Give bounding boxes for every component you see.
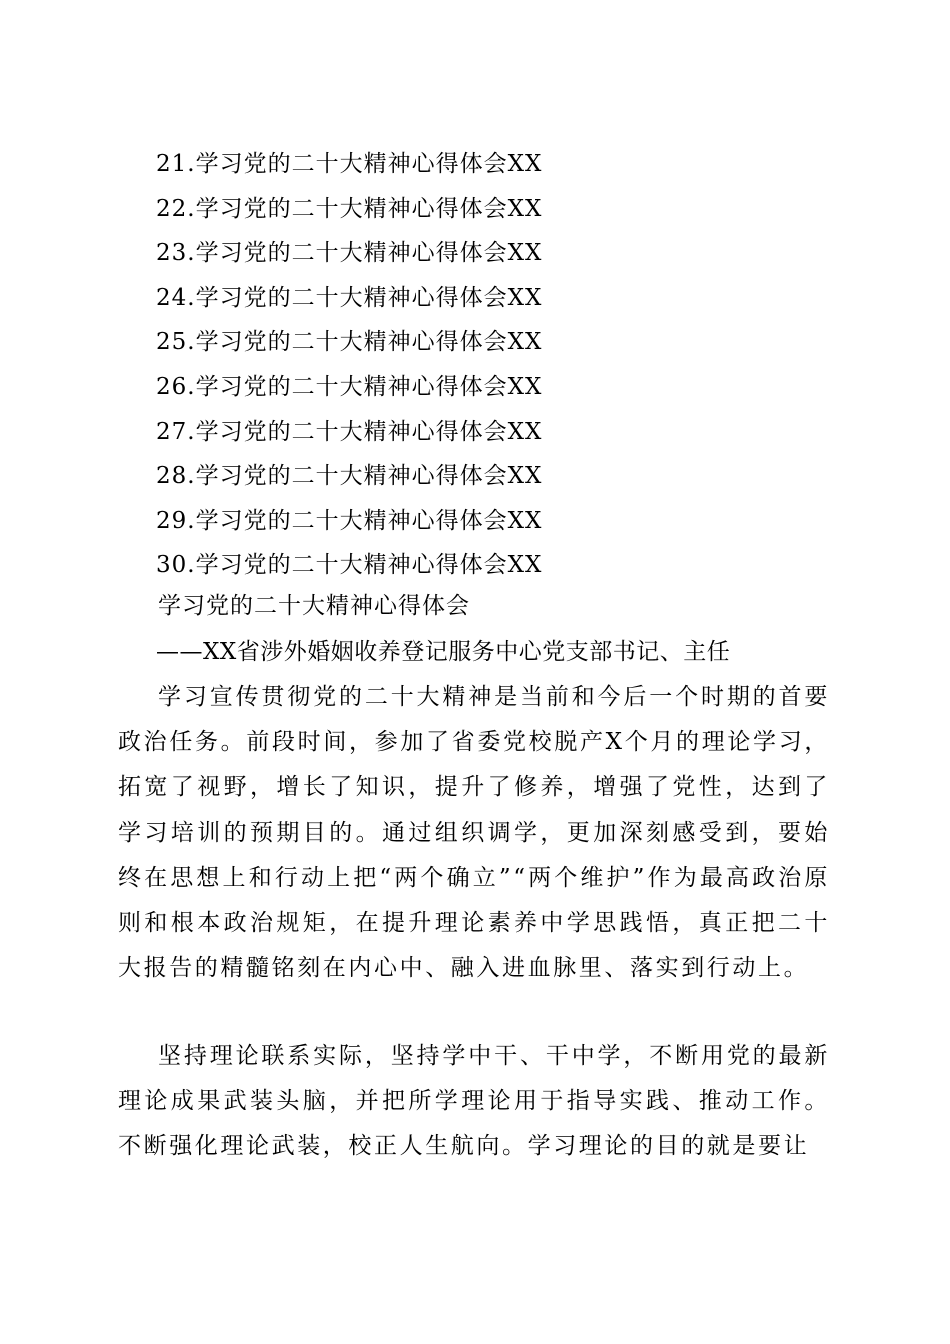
toc-item: 28.学习党的二十大精神心得体会XX bbox=[156, 463, 543, 490]
toc-item: 25.学习党的二十大精神心得体会XX bbox=[156, 329, 543, 356]
toc-item: 24.学习党的二十大精神心得体会XX bbox=[156, 284, 543, 311]
toc-item: 21.学习党的二十大精神心得体会XX bbox=[156, 151, 543, 177]
article-paragraph: 坚持理论联系实际，坚持学中干、干中学，不断用党的最新理论成果武装头脑，并把所学理论用于指导实践、推动工作。不断强化理论武装，校正人生航向。学习理论的目的就是要让 bbox=[118, 1043, 830, 1160]
article-title: 学习党的二十大精神心得体会 bbox=[158, 593, 470, 619]
toc-item: 26.学习党的二十大精神心得体会XX bbox=[156, 373, 543, 400]
toc-item: 27.学习党的二十大精神心得体会XX bbox=[156, 418, 543, 445]
toc-item: 30.学习党的二十大精神心得体会XX bbox=[156, 552, 543, 579]
article-byline: ——XX省涉外婚姻收养登记服务中心党支部书记、主任 bbox=[156, 639, 731, 665]
toc-item: 29.学习党的二十大精神心得体会XX bbox=[156, 507, 543, 534]
toc-item: 23.学习党的二十大精神心得体会XX bbox=[156, 240, 543, 267]
article-paragraph: 学习宣传贯彻党的二十大精神是当前和今后一个时期的首要政治任务。前段时间，参加了省委党校脱产X个月的理论学习，拓宽了视野，增长了知识，提升了修养，增强了党性，达到了学习培训的预期目的。通过组织调学，更加深刻感受到，要始终在思想上和行动上把“两个确立”“两个维护”作为最高政治原则和根本政治规矩，在提升理论素养中学思践悟，真正把二十大报告的精髓铭刻在内心中、融入进血脉里、落实到行动上。 bbox=[118, 684, 830, 982]
toc-item: 22.学习党的二十大精神心得体会XX bbox=[156, 195, 543, 222]
toc-list bbox=[156, 142, 542, 588]
